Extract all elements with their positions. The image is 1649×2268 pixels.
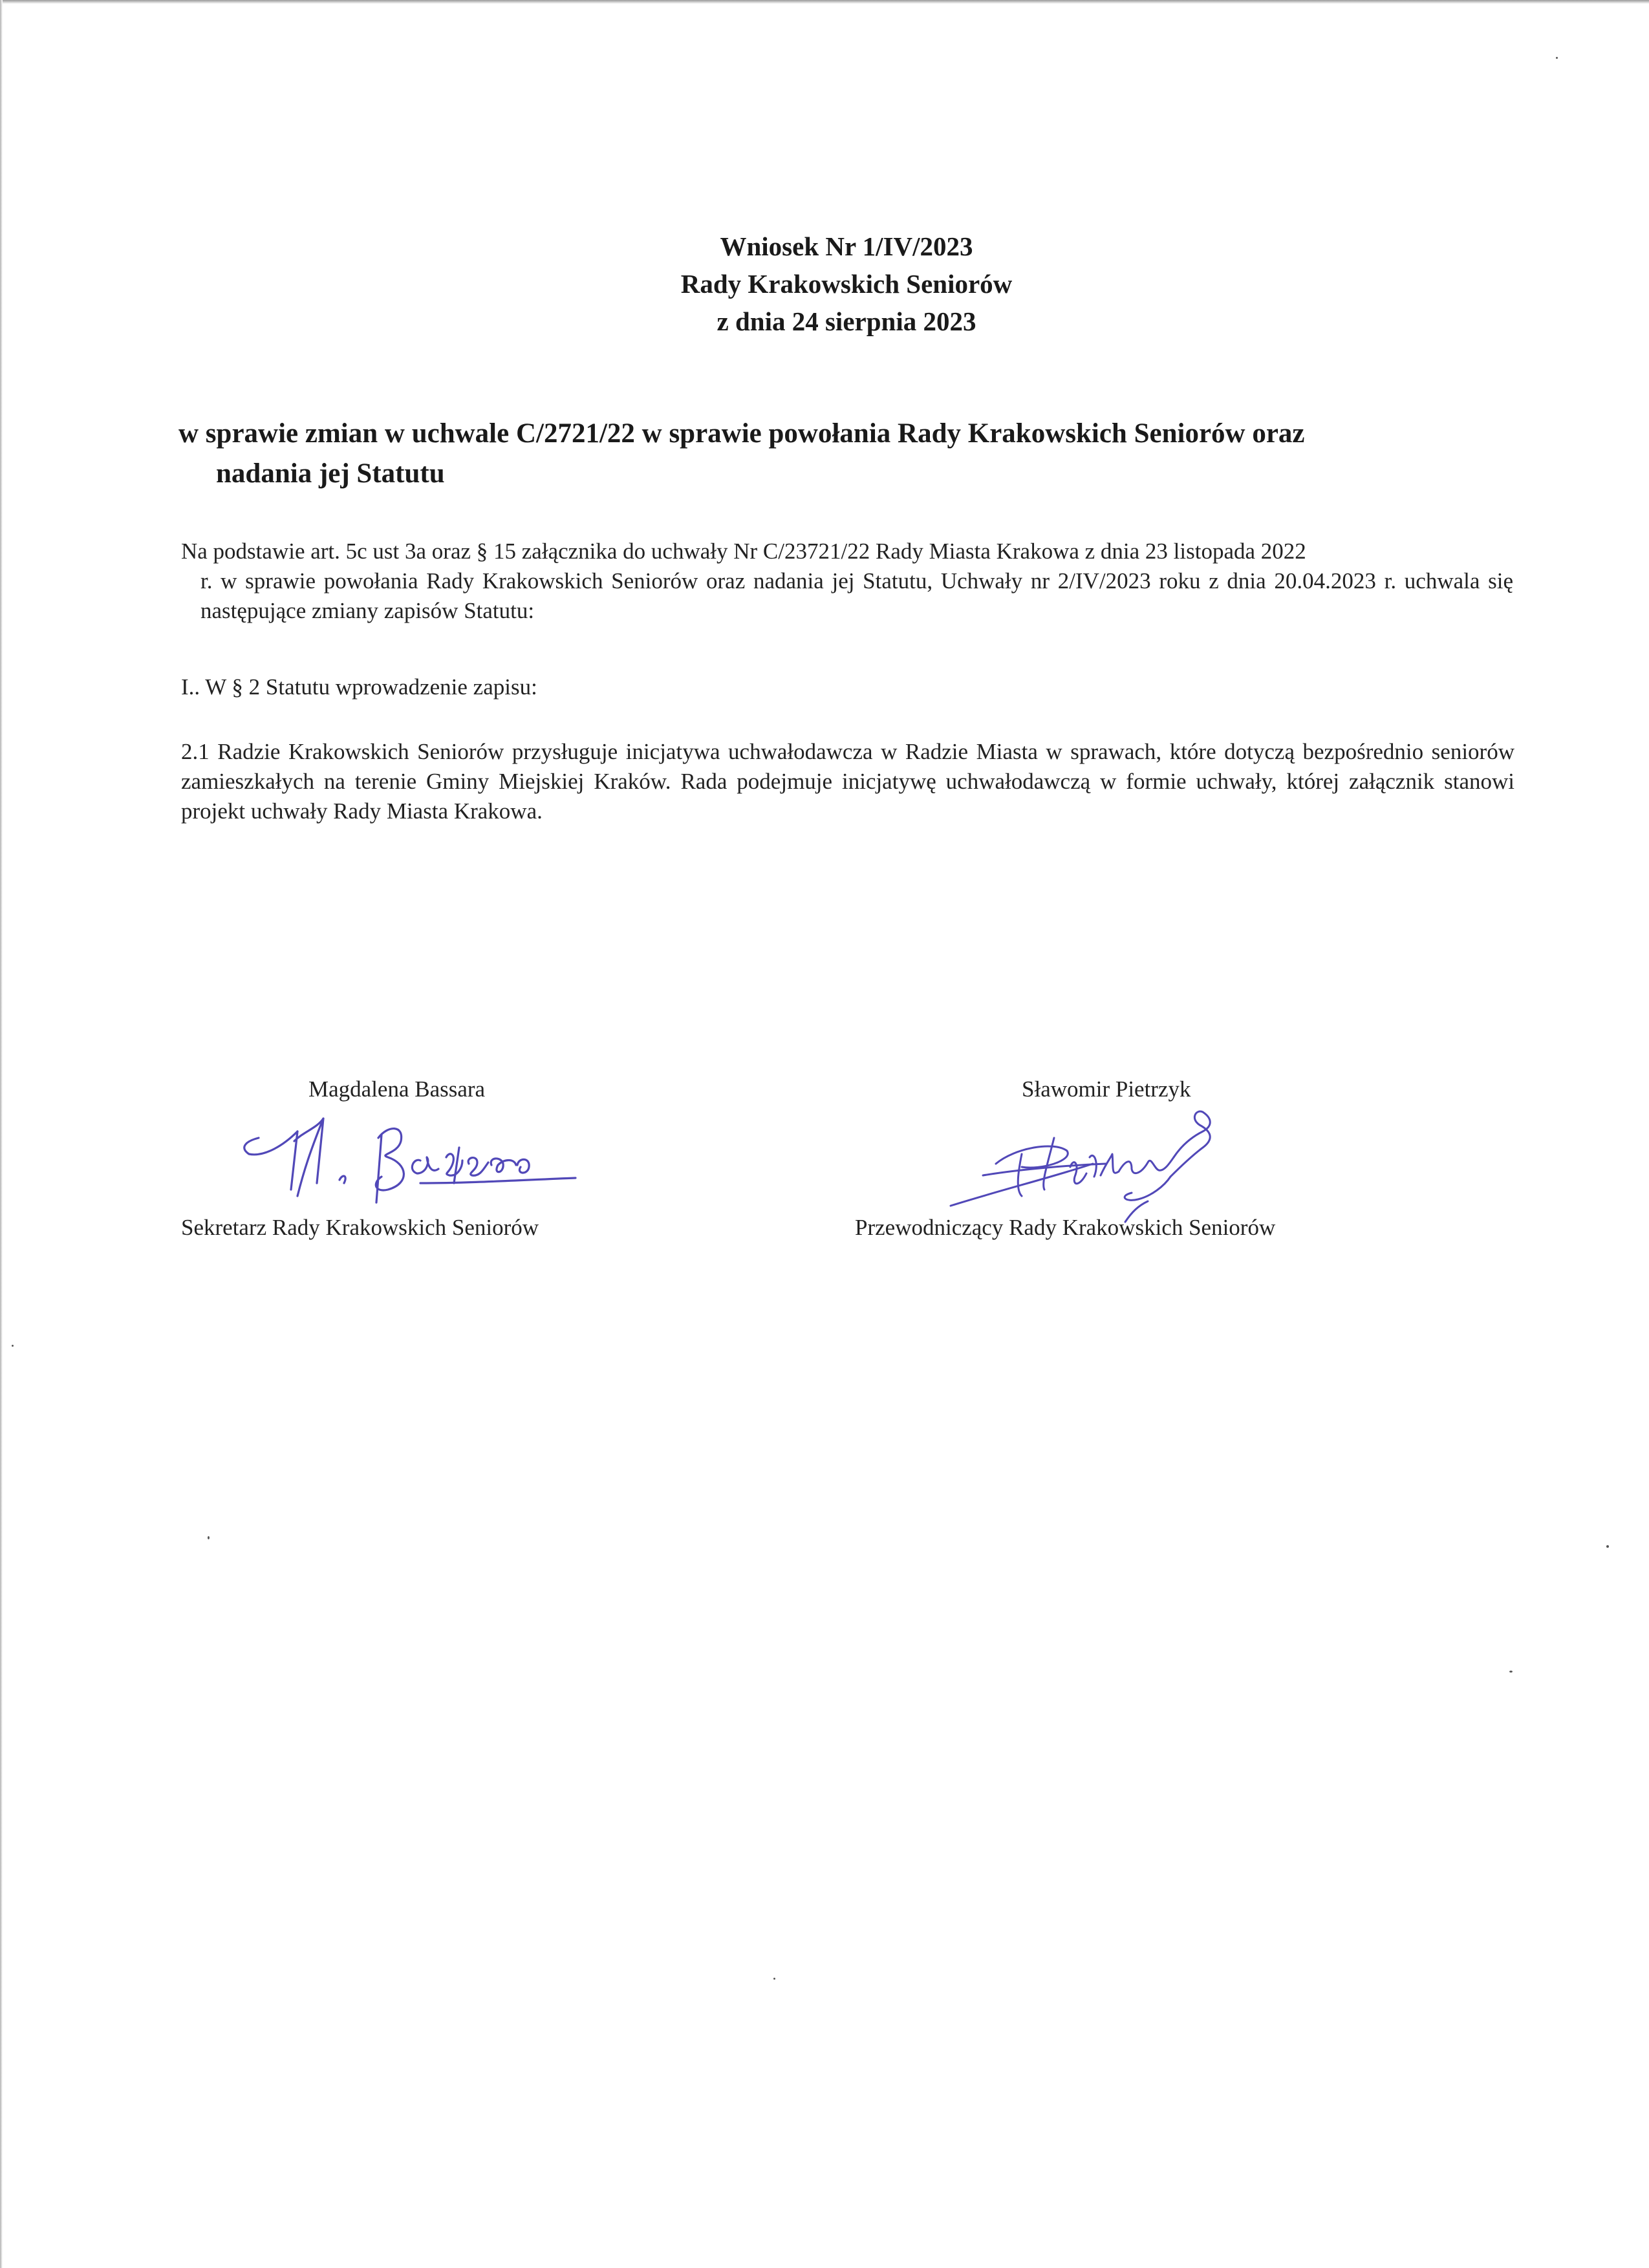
signer-right-role: Przewodniczący Rady Krakowskich Seniorów bbox=[855, 1215, 1276, 1240]
subject-line-2: nadania jej Statutu bbox=[216, 458, 445, 489]
intro-paragraph bbox=[181, 537, 1513, 626]
scan-edge-left bbox=[0, 0, 3, 2268]
scan-speck bbox=[773, 1978, 775, 1980]
document-date: z dnia 24 sierpnia 2023 bbox=[717, 306, 976, 336]
scan-speck bbox=[12, 1345, 14, 1347]
subject-line-1: w sprawie zmian w uchwale C/2721/22 w sprawie powołania Rady Krakowskich Seniorów oraz bbox=[178, 418, 1305, 449]
scan-speck bbox=[1606, 1545, 1609, 1548]
signer-left-role: Sekretarz Rady Krakowskich Seniorów bbox=[181, 1215, 539, 1240]
signature-right-handwritten bbox=[925, 1093, 1300, 1228]
document-header bbox=[0, 228, 1649, 340]
signature-left-handwritten bbox=[226, 1093, 640, 1222]
scan-edge-top bbox=[0, 0, 1649, 4]
scan-speck bbox=[1556, 57, 1558, 59]
scan-speck bbox=[1509, 1671, 1513, 1673]
intro-line-1: Na podstawie art. 5c ust 3a oraz § 15 załącznika do uchwały Nr C/23721/22 Rady Miasta Krakowa z dnia 23 listopada 2022 bbox=[181, 539, 1306, 564]
section-heading: I.. W § 2 Statutu wprowadzenie zapisu: bbox=[181, 674, 537, 700]
signer-right-name: Sławomir Pietrzyk bbox=[1022, 1076, 1191, 1102]
issuing-body: Rady Krakowskich Seniorów bbox=[680, 269, 1013, 299]
intro-continuation: r. w sprawie powołania Rady Krakowskich Seniorów oraz nadania jej Statutu, Uchwały nr 2/IV/2023 roku z dnia 20.04.2023 r. uchwala się następujące zmiany zapisów Statutu: bbox=[200, 568, 1513, 623]
scan-speck bbox=[208, 1536, 210, 1539]
document-subject bbox=[178, 414, 1514, 494]
signer-left-name: Magdalena Bassara bbox=[308, 1076, 486, 1102]
point-2-1: 2.1 Radzie Krakowskich Seniorów przysługuje inicjatywa uchwałodawcza w Radzie Miasta w sprawach, które dotyczą bezpośrednio seniorów zamieszkałych na terenie Gminy Miejskiej Kraków. Rada podejmuje inicjatywę uchwałodawczą w formie uchwały, której załącznik stanowi projekt uchwały Rady Miasta Krakowa. bbox=[181, 739, 1514, 824]
document-number: Wniosek Nr 1/IV/2023 bbox=[720, 231, 973, 261]
